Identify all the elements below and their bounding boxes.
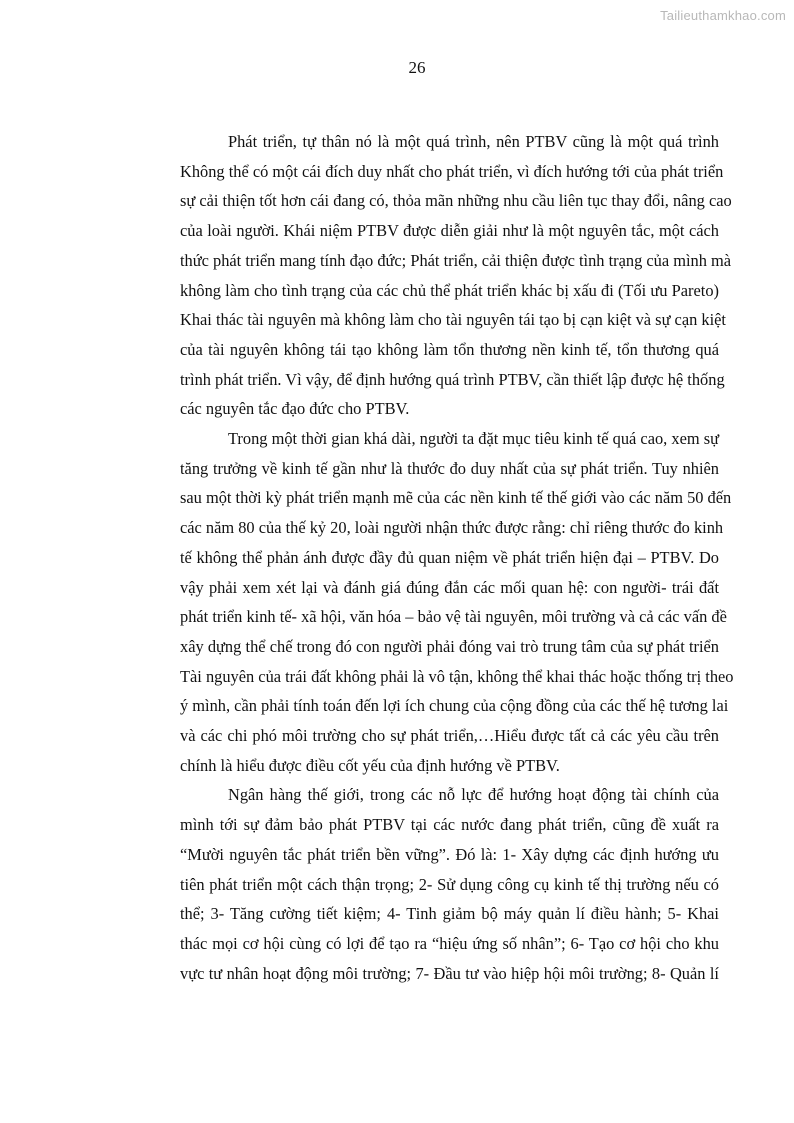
text-line: tăng trưởng về kinh tế gần như là thước đo duy nhất của sự phát triển. Tuy nhiên <box>180 458 719 478</box>
text-line: của tài nguyên không tái tạo không làm tổn thương nền kinh tế, tổn thương quá <box>180 339 719 359</box>
text-line: xây dựng thể chế trong đó con người phải đóng vai trò trung tâm của sự phát triển <box>180 636 719 656</box>
text-line: tiên phát triển một cách thận trọng; 2- Sử dụng công cụ kinh tế thị trường nếu có <box>180 874 719 894</box>
document-body <box>132 127 734 988</box>
text-line: và các chi phó môi trường cho sự phát triển,…Hiểu được tất cả các yêu cầu trên <box>180 726 719 746</box>
text-line: trình phát triển. Vì vậy, để định hướng quá trình PTBV, cần thiết lập được hệ thống <box>180 369 725 389</box>
paragraph <box>132 127 732 424</box>
text-line: vậy phải xem xét lại và đánh giá đúng đắn các mối quan hệ: con người- trái đất <box>180 577 719 597</box>
text-line: Khai thác tài nguyên mà không làm cho tài nguyên tái tạo bị cạn kiệt và sự cạn kiệt <box>180 310 726 330</box>
text-line: Tài nguyên của trái đất không phải là vô tận, không thể khai thác hoặc thống trị theo <box>180 666 734 686</box>
text-line: tế không thể phản ánh được đầy đủ quan niệm về phát triển hiện đại – PTBV. Do <box>180 547 719 567</box>
text-line: thể; 3- Tăng cường tiết kiệm; 4- Tinh giảm bộ máy quản lí điều hành; 5- Khai <box>180 904 719 924</box>
watermark: Tailieuthamkhao.com <box>660 8 786 23</box>
text-line: các nguyên tắc đạo đức cho PTBV. <box>180 399 410 419</box>
text-line: không làm cho tình trạng của các chủ thể phát triển khác bị xấu đi (Tối ưu Pareto) <box>180 280 719 300</box>
page-number: 26 <box>408 58 426 77</box>
text-line: chính là hiểu được điều cốt yếu của định hướng về PTBV. <box>180 755 560 775</box>
text-line: thức phát triển mang tính đạo đức; Phát triển, cải thiện được tình trạng của mình mà <box>180 250 732 270</box>
text-line: Không thể có một cái đích duy nhất cho phát triển, vì đích hướng tới của phát triển <box>180 161 724 181</box>
text-line: vực tư nhân hoạt động môi trường; 7- Đầu tư vào hiệp hội môi trường; 8- Quản lí <box>180 963 719 983</box>
text-line: Phát triển, tự thân nó là một quá trình, nên PTBV cũng là một quá trình <box>228 132 719 151</box>
text-line: “Mười nguyên tắc phát triển bền vững”. Đó là: 1- Xây dựng các định hướng ưu <box>180 844 719 864</box>
text-line: Ngân hàng thế giới, trong các nỗ lực để hướng hoạt động tài chính của <box>228 785 719 805</box>
text-line: Trong một thời gian khá dài, người ta đặt mục tiêu kinh tế quá cao, xem sự <box>228 429 719 449</box>
text-line: ý mình, cần phải tính toán đến lợi ích chung của cộng đồng của các thế hệ tương lai <box>180 696 729 716</box>
text-line: thác mọi cơ hội cùng có lợi để tạo ra “hiệu ứng số nhân”; 6- Tạo cơ hội cho khu <box>180 933 719 953</box>
text-line: mình tới sự đảm bảo phát PTBV tại các nước đang phát triển, cũng đề xuất ra <box>180 815 719 835</box>
text-line: sự cải thiện tốt hơn cái đang có, thỏa mãn những nhu cầu liên tục thay đổi, nâng cao <box>180 191 732 211</box>
text-line: sau một thời kỳ phát triển mạnh mẽ của các nền kinh tế thế giới vào các năm 50 đến <box>180 488 732 508</box>
text-line: của loài người. Khái niệm PTBV được diễn giải như là một nguyên tắc, một cách <box>180 221 719 241</box>
text-line: các năm 80 của thế kỷ 20, loài người nhận thức được rằng: chỉ riêng thước đo kinh <box>180 518 724 538</box>
paragraph <box>132 424 734 780</box>
text-line: phát triển kinh tế- xã hội, văn hóa – bảo vệ tài nguyên, môi trường và cả các vấn đề <box>180 607 727 627</box>
paragraph <box>132 780 719 988</box>
